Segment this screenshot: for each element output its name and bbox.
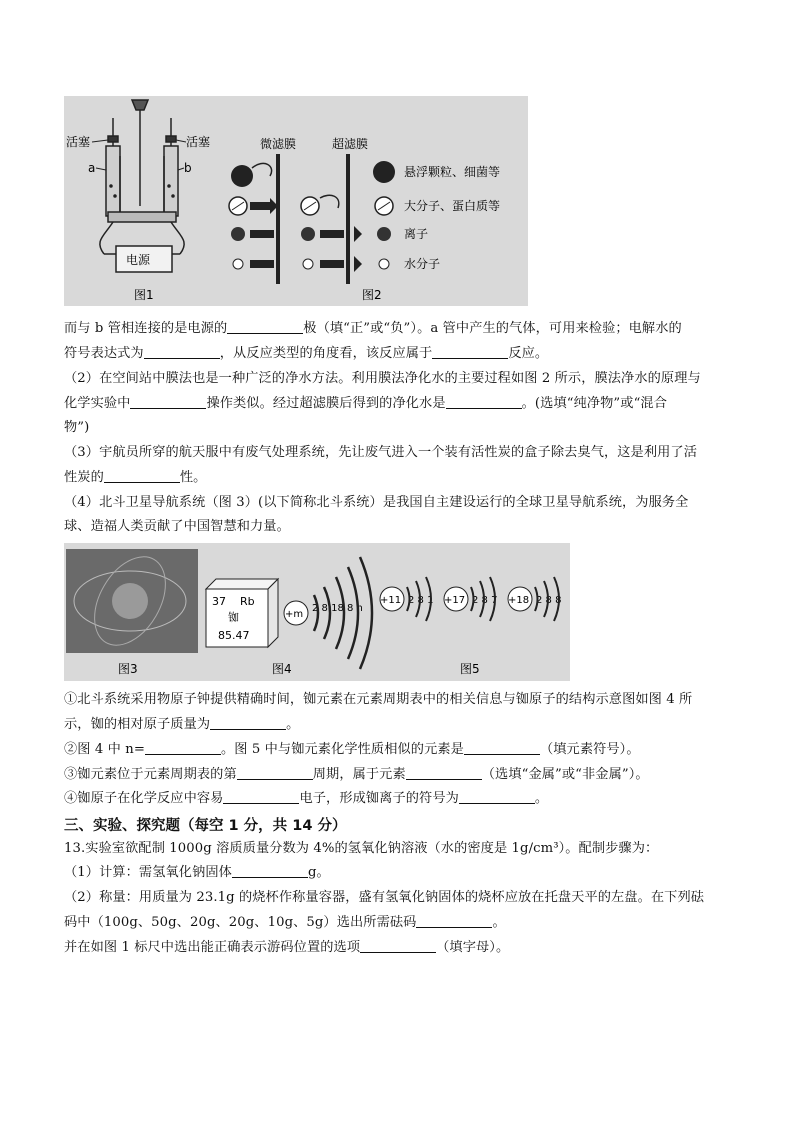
line-15: 13.实验室欲配制 1000g 溶质质量分数为 4%的氢氧化钠溶液（水的密度是 1g/cm³）。配制步骤为： — [64, 841, 659, 856]
legend-macromolecule: 大分子、蛋白质等 — [404, 199, 501, 213]
legend-suspended: 悬浮颗粒、细菌等 — [404, 165, 501, 179]
figure-1-2 — [64, 96, 528, 306]
line-13: ③铷元素位于元素周期表的第 周期，属于元素 （选填“金属”或“非金属”）。 — [64, 767, 649, 782]
atom1-nucleus: +11 — [380, 595, 402, 606]
rb-nucleus: +m — [285, 609, 304, 620]
line-7: 性炭的 性。 — [64, 470, 207, 485]
answer-blank[interactable] — [464, 742, 540, 755]
line-18: 码中（100g、50g、20g、20g、10g、5g）选出所需砝码 。 — [64, 915, 506, 930]
figure-5-caption: 图5 — [460, 662, 480, 676]
valve-right-label: 活塞 — [186, 135, 211, 149]
cell-atomic-number: 37 — [212, 595, 226, 608]
legend-water: 水分子 — [404, 257, 441, 271]
rb-shells: 2 8 18 8 n — [312, 603, 363, 614]
valve-left-label: 活塞 — [66, 135, 91, 149]
line-1: 而与 b 管相连接的是电源的 极（填“正”或“负”）。a 管中产生的气体，可用来检验；电解水的 — [64, 321, 682, 336]
line-8: （4）北斗卫星导航系统（图 3）(以下简称北斗系统）是我国自主建设运行的全球卫星导航系统，为服务全 — [64, 495, 689, 510]
power-label: 电源 — [126, 253, 151, 267]
tube-a-label: a — [88, 161, 96, 175]
legend-ion: 离子 — [404, 227, 429, 241]
line-19: 并在如图 1 标尺中选出能正确表示游码位置的选项 （填字母）。 — [64, 940, 510, 955]
line-14: ④铷原子在化学反应中容易 电子，形成铷离子的符号为 。 — [64, 791, 549, 806]
answer-blank[interactable] — [130, 396, 206, 409]
answer-blank[interactable] — [459, 791, 535, 804]
answer-blank[interactable] — [446, 396, 522, 409]
line-16: （1）计算：需氢氧化钠固体 g。 — [64, 865, 330, 880]
answer-blank[interactable] — [210, 717, 286, 730]
atom2-nucleus: +17 — [444, 595, 466, 606]
answer-blank[interactable] — [406, 767, 482, 780]
micro-membrane-label: 微滤膜 — [260, 137, 297, 151]
figure-3-caption: 图3 — [118, 662, 138, 676]
answer-blank[interactable] — [223, 791, 299, 804]
answer-blank[interactable] — [227, 321, 303, 334]
answer-blank[interactable] — [360, 940, 436, 953]
line-11: 示，铷的相对原子质量为 。 — [64, 717, 300, 732]
tube-b-label: b — [184, 161, 192, 175]
electrolysis-apparatus — [100, 100, 184, 272]
answer-blank[interactable] — [144, 346, 220, 359]
figure-4-caption: 图4 — [272, 662, 292, 676]
line-9: 球、造福人类贡献了中国智慧和力量。 — [64, 519, 290, 534]
answer-blank[interactable] — [232, 865, 308, 878]
answer-blank[interactable] — [104, 470, 180, 483]
ultra-membrane-label: 超滤膜 — [332, 137, 369, 151]
answer-blank[interactable] — [237, 767, 313, 780]
figure-1-caption: 图1 — [134, 288, 154, 302]
line-12: ②图 4 中 n= 。图 5 中与铷元素化学性质相似的元素是 （填元素符号）。 — [64, 742, 640, 757]
line-3: （2）在空间站中膜法也是一种广泛的净水方法。利用膜法净化水的主要过程如图 2 所示，膜法净水的原理与 — [64, 371, 701, 386]
figure-2-caption: 图2 — [362, 288, 382, 302]
cell-symbol: Rb — [240, 595, 255, 608]
cell-mass: 85.47 — [218, 629, 250, 642]
atom3-shells: 2 8 8 — [536, 595, 562, 606]
electrolysis-membrane-diagram — [64, 96, 528, 306]
line-5: 物”) — [64, 420, 90, 435]
line-17: （2）称量：用质量为 23.1g 的烧杯作称量容器，盛有氢氧化钠固体的烧杯应放在托盘天平的左盘。在下列砝 — [64, 890, 705, 905]
atom3-nucleus: +18 — [508, 595, 530, 606]
line-4: 化学实验中 操作类似。经过超滤膜后得到的净化水是 。(选填“纯净物”或“混合 — [64, 396, 667, 411]
atom1-shells: 2 8 1 — [408, 595, 434, 606]
atom2-shells: 2 8 7 — [472, 595, 498, 606]
answer-blank[interactable] — [145, 742, 221, 755]
line-2: 符号表达式为 ，从反应类型的角度看，该反应属于 反应。 — [64, 346, 549, 361]
line-10: ①北斗系统采用物原子钟提供精确时间，铷元素在元素周期表中的相关信息与铷原子的结构示意图如图 4 所 — [64, 692, 693, 707]
section-heading: 三、实验、探究题（每空 1 分，共 14 分） — [64, 818, 347, 834]
figure-3-4-5 — [64, 543, 570, 681]
answer-blank[interactable] — [432, 346, 508, 359]
beidou-rubidium-diagram — [64, 543, 570, 681]
line-6: （3）宇航员所穿的航天服中有废气处理系统，先让废气进入一个装有活性炭的盒子除去臭气，这是利用了活 — [64, 445, 697, 460]
cell-name: 铷 — [228, 611, 239, 624]
answer-blank[interactable] — [416, 915, 492, 928]
